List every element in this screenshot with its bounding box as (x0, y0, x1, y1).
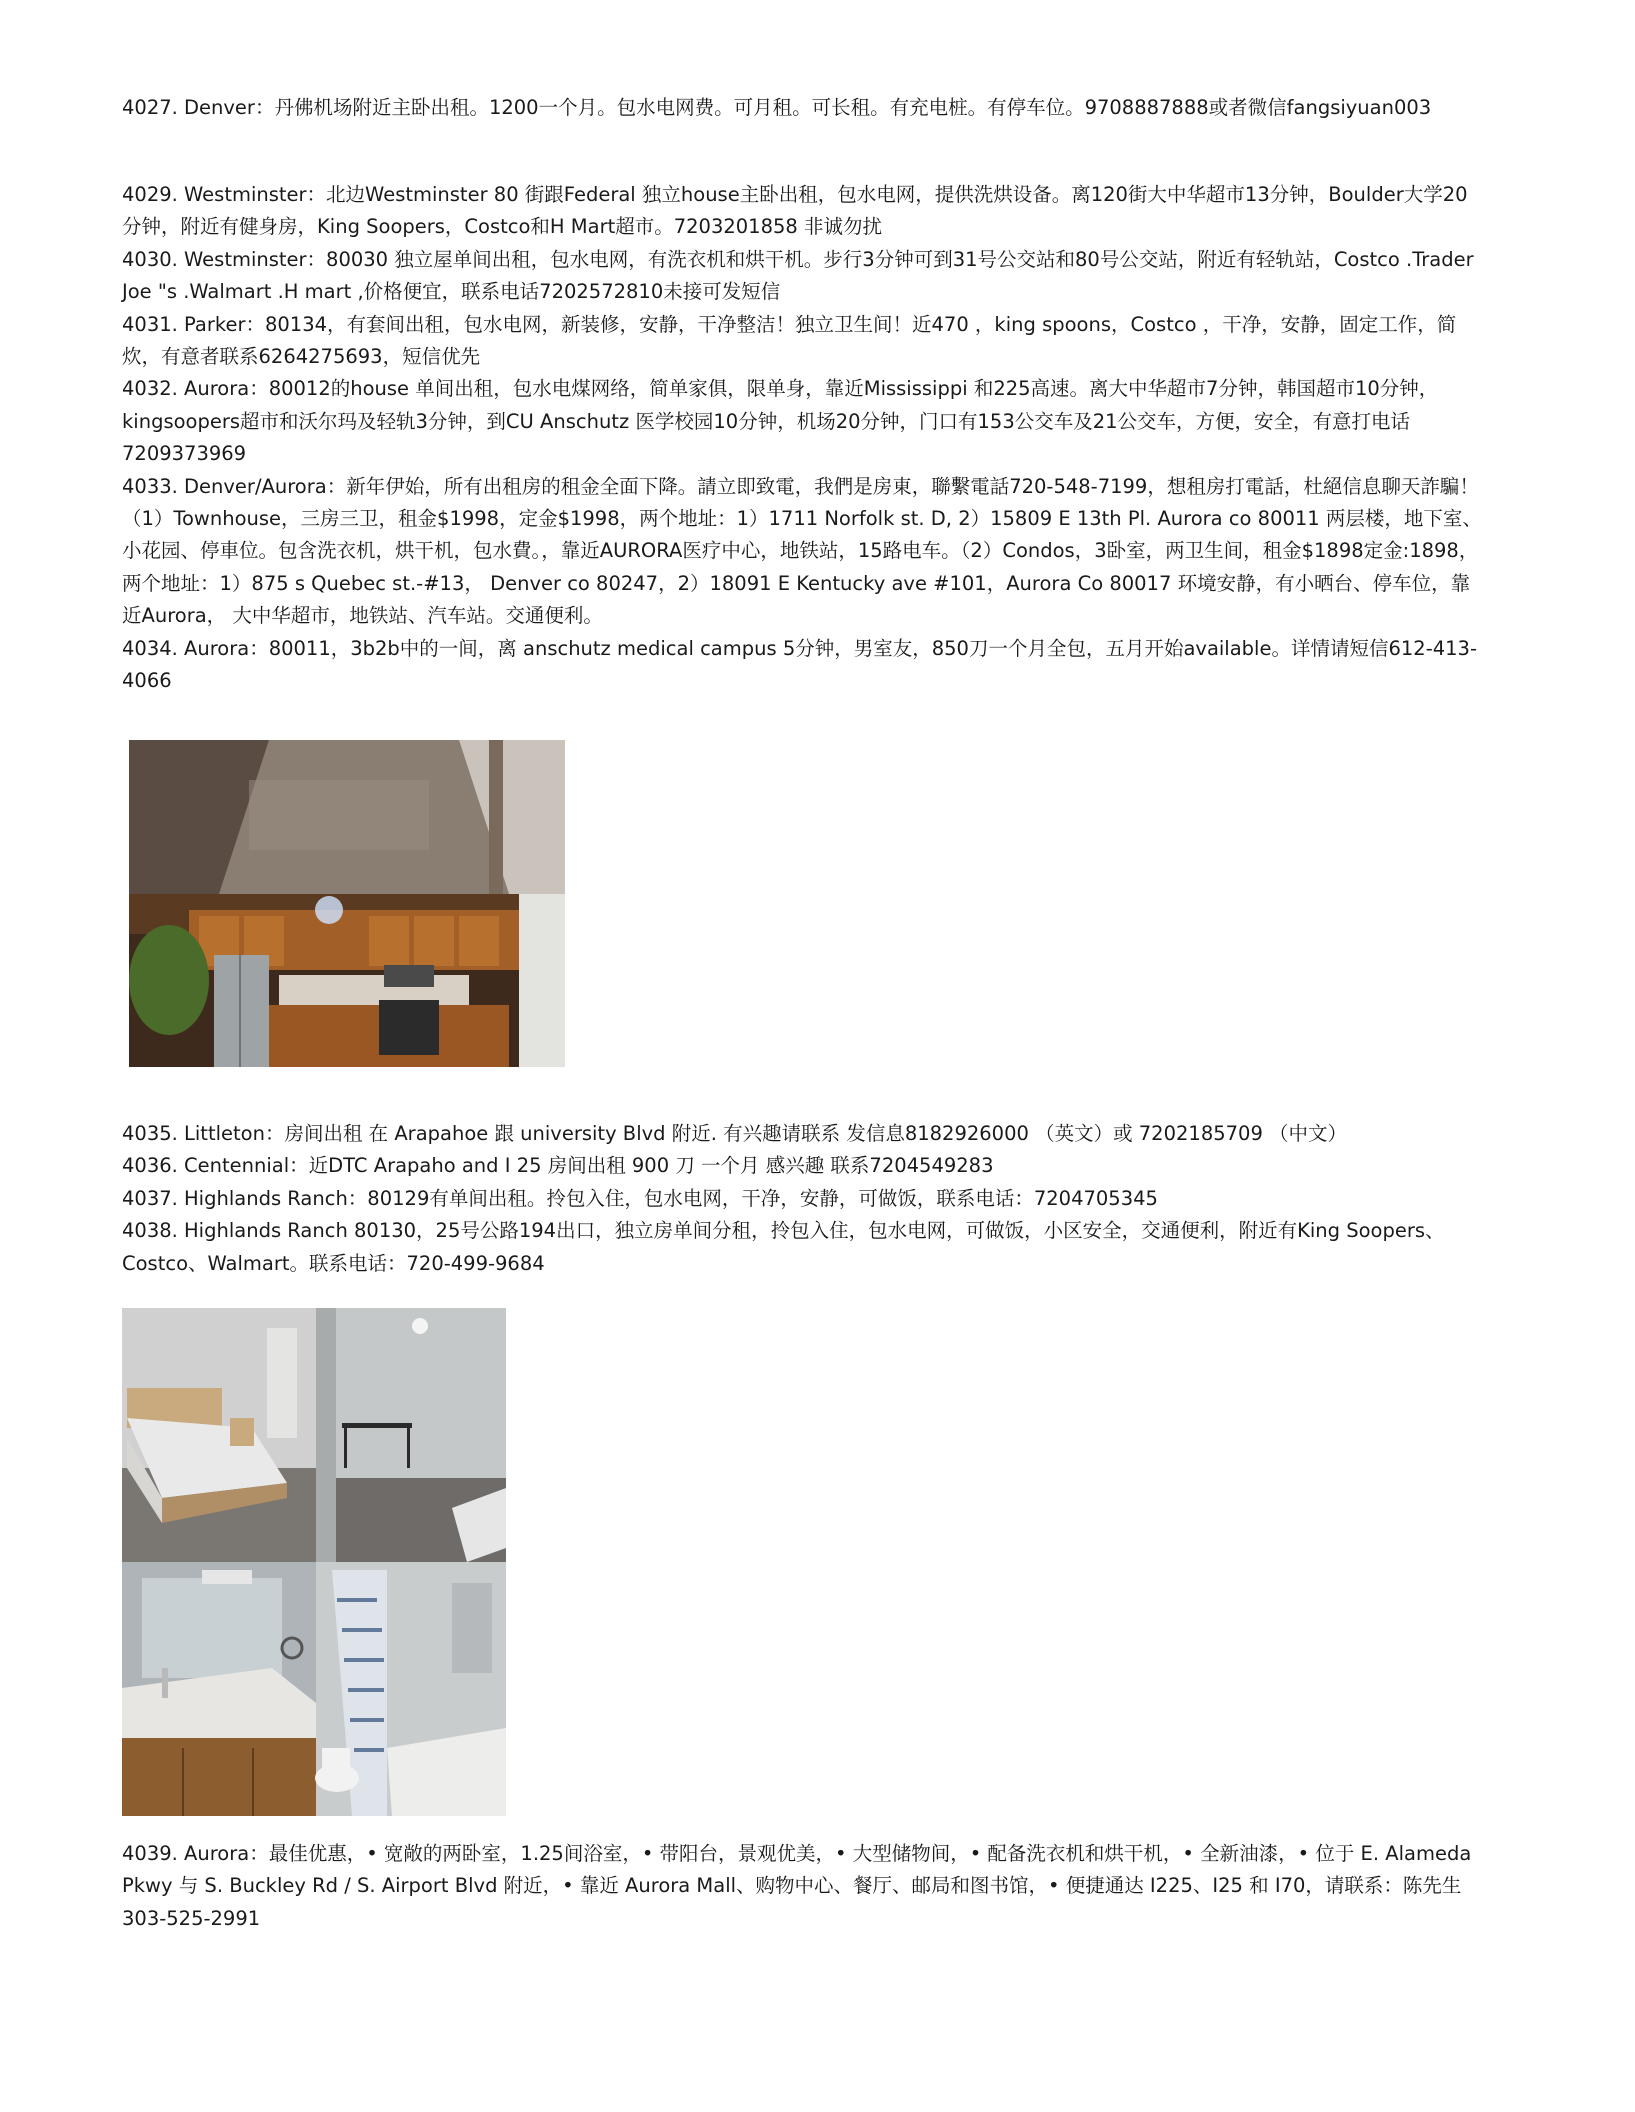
listing-block-c (122, 1118, 1484, 1280)
listing-4029: 4029. Westminster：北边Westminster 80 街跟Federal 独立house主卧出租，包水电网，提供洗烘设备。离120街大中华超市13分钟，Boulder大学20分钟，附近有健身房，King Soopers，Costco和H Mart超市。7203201858 非诚勿扰 (122, 183, 1468, 239)
listing-4035: 4035. Littleton：房间出租 在 Arapahoe 跟 university Blvd 附近. 有兴趣请联系 发信息8182926000 （英文）或 7202185709 （中文） (122, 1122, 1348, 1145)
listing-block-a (122, 92, 1484, 124)
listing-4030: 4030. Westminster：80030 独立屋单间出租，包水电网，有洗衣机和烘干机。步行3分钟可到31号公交站和80号公交站，附近有轻轨站，Costco .Trader Joe "s .Walmart .H mart ,价格便宜，联系电话7202572810未接可发短信 (122, 247, 1474, 304)
listing-4038: 4038. Highlands Ranch 80130，25号公路194出口，独立房单间分租，拎包入住，包水电网，可做饭，小区安全，交通便利，附近有King Soopers、Costco、Walmart。联系电话：720-499-9684 (122, 1219, 1445, 1275)
listing-4034: 4034. Aurora：80011，3b2b中的一间，离 anschutz medical campus 5分钟，男室友，850刀一个月全包，五月开始available。详情请短信612-413-4066 (122, 636, 1477, 693)
kitchen-photo (129, 740, 565, 1067)
listing-4032: 4032. Aurora：80012的house 单间出租，包水电煤网络，简单家俱，限单身，靠近Mississippi 和225高速。离大中华超市7分钟，韩国超市10分钟，kingsoopers超市和沃尔玛及轻轨3分钟，到CU Anschutz 医学校园10分钟，机场20分钟，门口有153公交车及21公交车，方便，安全，有意打电话7209373969 (122, 377, 1439, 466)
listing-block-d (122, 1838, 1484, 1935)
listing-4036: 4036. Centennial：近DTC Arapaho and I 25 房间出租 900 刀 一个月 感兴趣 联系7204549283 (122, 1154, 994, 1178)
listing-block-b (122, 179, 1484, 698)
bedroom-bathroom-photo (122, 1308, 506, 1816)
listing-4033: 4033. Denver/Aurora：新年伊始，所有出租房的租金全面下降。請立即致電，我們是房東，聯繫電話720-548-7199，想租房打電話，杜絕信息聊天詐騙！（1）Townhouse，三房三卫，租金$1998，定金$1998，两个地址：1）1711 Norfolk st. D, 2）15809 E 13th Pl. Aurora co 80011 两层楼，地下室、小花园、停車位。包含洗衣机，烘干机，包水費。，靠近AURORA医疗中心，地铁站，15路电车。（2）Condos，3卧室，两卫生间，租金$1898定金:1898，两个地址：1）875 s Quebec st.-#13， Denver co 80247，2）18091 E Kentucky ave #101，Aurora Co 80017 环境安静，有小晒台、停车位，靠近Aurora， 大中华超市，地铁站、汽车站。交通便利。 (122, 474, 1482, 628)
listing-4031: 4031. Parker：80134，有套间出租，包水电网，新装修，安静，干净整洁！独立卫生间！近470 ，king spoons，Costco ，干净，安静，固定工作，简炊，有意者联系6264275693，短信优先 (122, 312, 1457, 369)
listing-4037: 4037. Highlands Ranch：80129有单间出租。拎包入住，包水电网，干净，安静，可做饭，联系电话：7204705345 (122, 1186, 1158, 1210)
listing-4039: 4039. Aurora：最佳优惠，• 宽敞的两卧室，1.25间浴室，• 带阳台，景观优美，• 大型储物间，• 配备洗衣机和烘干机，• 全新油漆，• 位于 E. Alameda Pkwy 与 S. Buckley Rd / S. Airport Blvd 附近，• 靠近 Aurora Mall、购物中心、餐厅、邮局和图书馆，• 便捷通达 I225、I25 和 I70，请联系：陈先生 303-525-2991 (122, 1842, 1472, 1930)
listing-4027: 4027. Denver：丹佛机场附近主卧出租。1200一个月。包水电网费。可月租。可长租。有充电桩。有停车位。9708887888或者微信fangsiyuan003 (122, 96, 1432, 119)
